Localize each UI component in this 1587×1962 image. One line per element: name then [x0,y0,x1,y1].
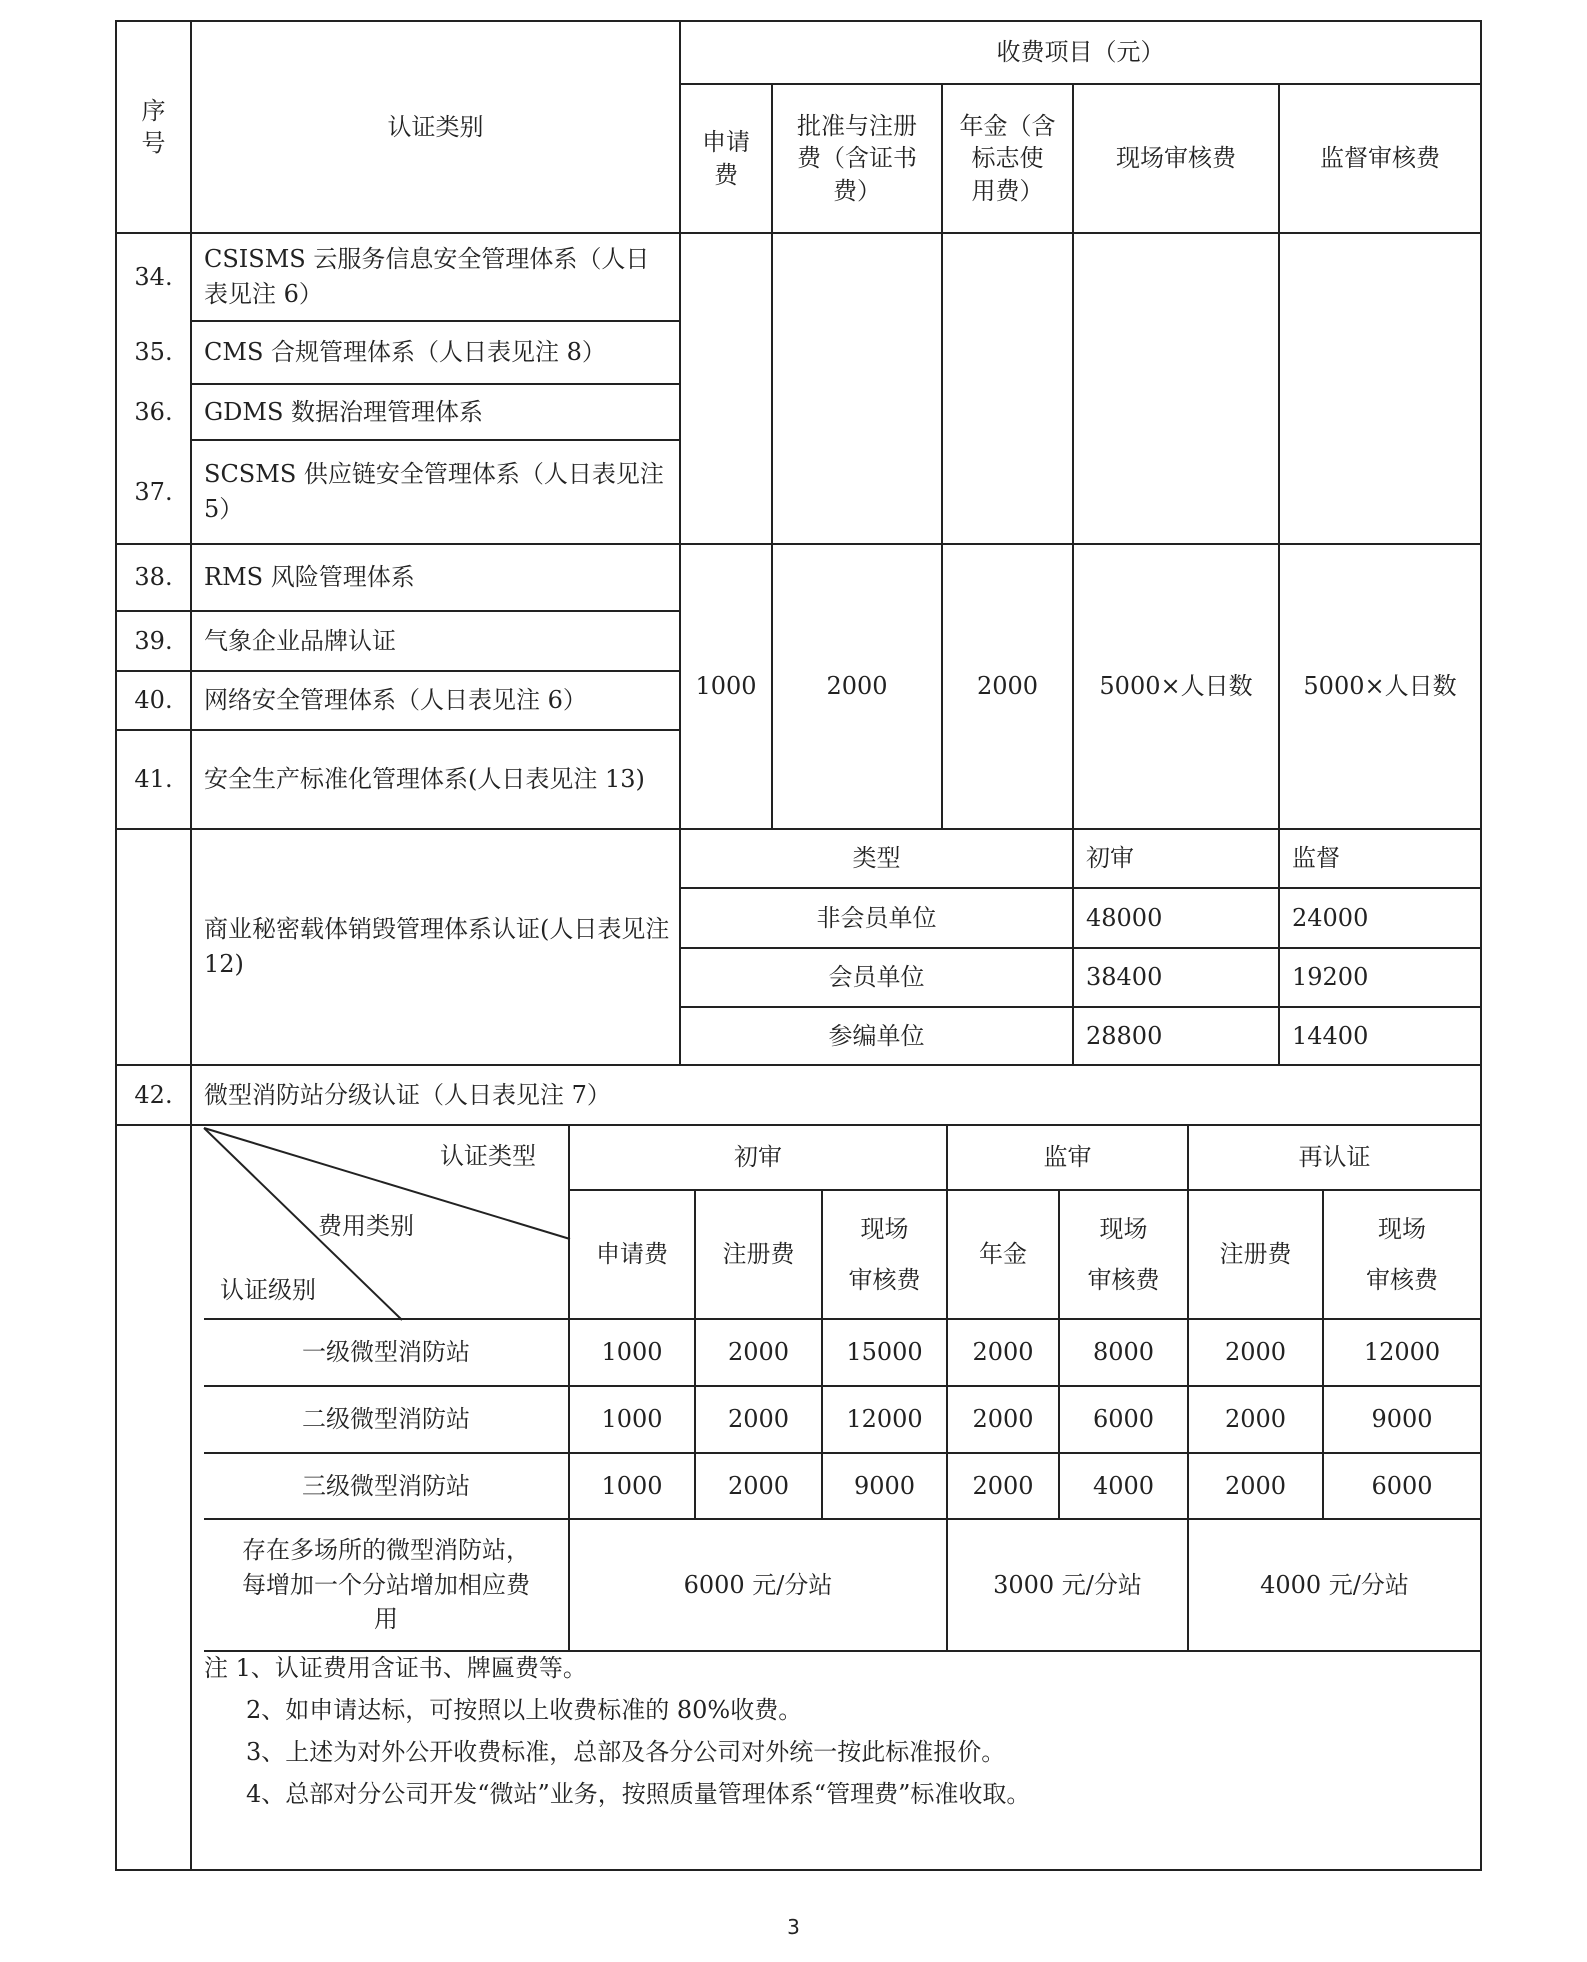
fire-cell: 2000 [1224,1338,1287,1367]
ts-row-initial: 38400 [1086,963,1163,992]
fire-cell: 8000 [1092,1338,1155,1367]
ts-header-type: 类型 [852,844,901,873]
fire-cell: 6000 [1371,1471,1433,1500]
sub-header: 申请费 [596,1240,668,1269]
fee-supervision: 5000×人日数 [1303,672,1457,701]
note-line: 4、总部对分公司开发“微站”业务，按照质量管理体系“管理费”标准收取。 [246,1780,1031,1808]
page-number: 3 [787,1915,800,1939]
fire-cell: 2000 [727,1338,790,1367]
fire-cell: 2000 [1224,1405,1287,1434]
sub-header: 年金 [979,1240,1027,1269]
row-name: 网络安全管理体系（人日表见注 6） [204,686,587,715]
header-onsite-fee: 现场审核费 [1116,144,1236,173]
row-name: 气象企业品牌认证 [204,626,396,655]
fire-cell: 2000 [972,1338,1034,1367]
fire-level: 三级微型消防站 [302,1471,470,1500]
sub-header: 现场 审核费 [1087,1215,1160,1294]
ts-row-initial: 48000 [1086,903,1163,932]
fire-cell: 2000 [1224,1471,1287,1500]
sub-header: 注册费 [722,1240,795,1269]
trade-secret-name: 商业秘密载体销毁管理体系认证(人日表见注 12) [204,915,670,978]
row-no: 40. [134,686,173,715]
ts-row-type: 非会员单位 [816,903,937,932]
row-name: CSISMS 云服务信息安全管理体系（人日表见注 6） [204,245,650,308]
row-name: SCSMS 供应链安全管理体系（人日表见注 5） [204,460,664,523]
fee-application: 1000 [695,672,757,701]
fire-cell: 1000 [601,1338,663,1367]
row-no: 39. [134,626,173,655]
header-seq: 序 号 [141,96,166,157]
ts-header-initial: 初审 [1086,844,1134,873]
sub-header: 注册费 [1219,1240,1292,1269]
row-name: CMS 合规管理体系（人日表见注 8） [204,338,606,367]
ts-row-supervision: 14400 [1292,1021,1369,1050]
note-line: 2、如申请达标，可按照以上收费标准的 80%收费。 [246,1696,803,1724]
row-no: 36. [134,397,173,426]
note-line: 注 1、认证费用含证书、牌匾费等。 [204,1654,587,1682]
multi-site-surveillance: 3000 元/分站 [993,1570,1142,1599]
diag-label-fee: 费用类别 [318,1212,414,1240]
fire-cell: 1000 [601,1471,663,1500]
fire-cell: 2000 [727,1405,790,1434]
fire-cell: 6000 [1092,1405,1155,1434]
header-application-fee: 申请 费 [702,128,750,189]
note-line: 3、上述为对外公开收费标准，总部及各分公司对外统一按此标准报价。 [246,1738,1006,1766]
multi-site-initial: 6000 元/分站 [683,1570,833,1599]
row-name: 安全生产标准化管理体系(人日表见注 13) [204,765,645,794]
row-name: RMS 风险管理体系 [204,563,415,592]
ts-row-initial: 28800 [1086,1021,1163,1050]
diag-label-level: 认证级别 [220,1276,316,1304]
row-no: 34. [134,262,173,291]
fire-cell: 9000 [1371,1405,1433,1434]
ts-row-type: 会员单位 [828,963,925,992]
row-no: 35. [134,338,173,367]
ts-row-type: 参编单位 [828,1021,925,1050]
sub-header: 现场 审核费 [848,1215,921,1294]
row-no: 37. [134,477,173,506]
fee-approval: 2000 [826,672,888,701]
ts-row-supervision: 24000 [1292,903,1369,932]
header-supervision-fee: 监督审核费 [1320,144,1440,173]
header-annual-fee: 年金（含 标志使 用费） [959,111,1056,205]
row-no: 42. [134,1080,173,1109]
multi-site-recert: 4000 元/分站 [1260,1570,1409,1599]
fire-cell: 12000 [846,1405,923,1434]
fire-cell: 12000 [1363,1338,1441,1367]
multi-site-label: 存在多场所的微型消防站， 每增加一个分站增加相应费 用 [242,1535,530,1634]
header-category: 认证类别 [387,112,484,141]
group-surveillance: 监审 [1043,1143,1092,1172]
fire-cell: 9000 [853,1471,916,1500]
fire-cell: 15000 [846,1338,923,1367]
group-recert: 再认证 [1298,1143,1371,1172]
header-approval-fee: 批准与注册 费（含证书 费） [797,111,917,205]
group-initial: 初审 [734,1143,782,1172]
fee-annual: 2000 [976,672,1039,701]
row-no: 38. [134,563,173,592]
row-name: 微型消防站分级认证（人日表见注 7） [204,1080,611,1109]
fee-onsite: 5000×人日数 [1099,672,1253,701]
row-no: 41. [134,765,173,794]
ts-row-supervision: 19200 [1292,963,1369,992]
fire-cell: 2000 [972,1405,1034,1434]
fire-level: 二级微型消防站 [302,1405,470,1434]
fire-cell: 2000 [972,1471,1034,1500]
fire-cell: 1000 [601,1405,663,1434]
diag-label-type: 认证类型 [440,1142,536,1170]
fire-cell: 2000 [727,1471,790,1500]
ts-header-supervision: 监督 [1292,844,1340,873]
row-name: GDMS 数据治理管理体系 [204,397,484,426]
fire-level: 一级微型消防站 [302,1338,470,1367]
header-fees-group: 收费项目（元） [996,38,1165,67]
fire-cell: 4000 [1092,1471,1155,1500]
sub-header: 现场 审核费 [1366,1215,1438,1294]
